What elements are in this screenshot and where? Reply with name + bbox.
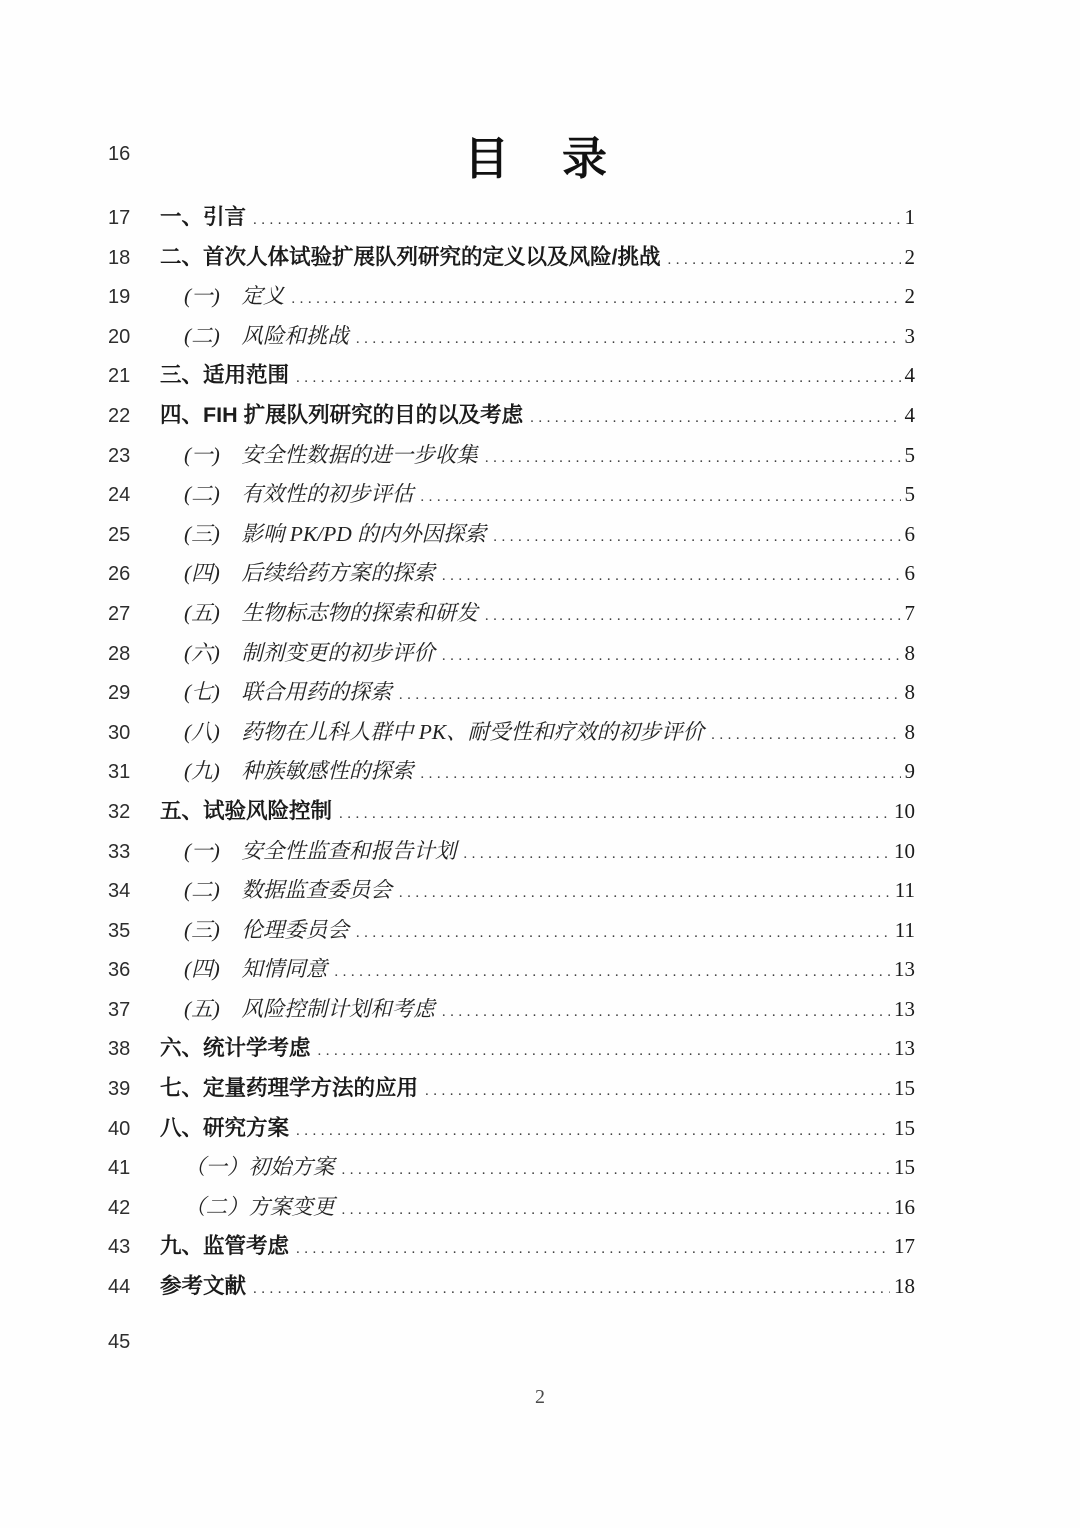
- toc-entry-text: 参考文献: [160, 1274, 247, 1299]
- toc-entry-text: (三) 伦理委员会: [184, 917, 349, 942]
- toc-entry-text: (一) 安全性数据的进一步收集: [184, 442, 478, 467]
- toc-page-number: 15: [894, 1076, 915, 1101]
- dot-leader: [334, 963, 890, 981]
- toc-entry-text: 三、适用范围: [160, 363, 290, 388]
- line-number: 25: [108, 523, 131, 546]
- toc-row: [108, 240, 915, 280]
- toc-row: [108, 1031, 915, 1071]
- line-number: 16: [108, 142, 131, 165]
- toc-page-number: 17: [894, 1234, 915, 1259]
- line-number: 38: [108, 1038, 131, 1061]
- line-number: 19: [108, 286, 131, 309]
- toc-page-number: 4: [904, 363, 915, 388]
- toc-entry-text: 六、统计学考虑: [160, 1036, 311, 1061]
- toc-row: [108, 913, 915, 953]
- dot-leader: [463, 845, 890, 863]
- toc-row: [108, 754, 915, 794]
- toc-row: [108, 477, 915, 517]
- toc-entry-text: (二) 数据监查委员会: [184, 878, 392, 903]
- line-number: 20: [108, 325, 131, 348]
- line-number: 28: [108, 642, 131, 665]
- toc-entry-text: （二）方案变更: [184, 1194, 335, 1219]
- dot-leader: [296, 1122, 890, 1140]
- toc-entry-text: 七、定量药理学方法的应用: [160, 1076, 419, 1101]
- toc-page-number: 5: [904, 482, 915, 507]
- toc-entry-text: (四) 知情同意: [184, 957, 328, 982]
- toc-page-number: 8: [904, 680, 915, 705]
- line-number: 33: [108, 840, 131, 863]
- toc-page-number: 13: [894, 957, 915, 982]
- toc-row: [108, 992, 915, 1032]
- toc-row: [108, 200, 915, 240]
- dot-leader: [296, 1240, 890, 1258]
- toc-page-number: 6: [904, 521, 915, 546]
- dot-leader: [420, 488, 900, 506]
- toc-row: [108, 794, 915, 834]
- toc-entry-text: (四) 后续给药方案的探索: [184, 561, 435, 586]
- dot-leader: [442, 647, 901, 665]
- toc-page-number: 10: [894, 838, 915, 863]
- dot-leader: [493, 528, 900, 546]
- toc-page-number: 3: [904, 323, 915, 348]
- line-number: 37: [108, 998, 131, 1021]
- toc-entry-text: (一) 安全性监查和报告计划: [184, 838, 457, 863]
- toc-page-number: 2: [904, 244, 915, 269]
- toc-page-number: 2: [904, 284, 915, 309]
- toc-page-number: 16: [894, 1194, 915, 1219]
- toc-row: [108, 675, 915, 715]
- toc-page-number: 11: [894, 878, 915, 903]
- toc-page-number: 7: [904, 600, 915, 625]
- toc-page-number: 10: [894, 798, 915, 823]
- toc-row: [108, 556, 915, 596]
- line-number: 31: [108, 761, 131, 784]
- toc-row: [108, 1190, 915, 1230]
- line-number: 42: [108, 1196, 131, 1219]
- line-number: 41: [108, 1157, 131, 1180]
- toc-entry-text: 四、FIH 扩展队列研究的目的以及考虑: [160, 402, 524, 427]
- toc-row: [108, 596, 915, 636]
- line-number: 21: [108, 365, 131, 388]
- toc-entry-text: (八) 药物在儿科人群中 PK、耐受性和疗效的初步评价: [184, 719, 705, 744]
- page-title: 目 录: [463, 133, 611, 184]
- toc-row: [108, 1331, 915, 1371]
- toc-row: [108, 279, 915, 319]
- toc-page-number: 5: [904, 442, 915, 467]
- toc-entry-text: (五) 风险控制计划和考虑: [184, 996, 435, 1021]
- toc-title-row: [108, 118, 915, 190]
- toc-page-number: 15: [894, 1155, 915, 1180]
- toc-page-number: 8: [904, 640, 915, 665]
- dot-leader: [356, 924, 891, 942]
- toc-page-number: 15: [894, 1115, 915, 1140]
- toc-row: [108, 1229, 915, 1269]
- dot-leader: [485, 607, 901, 625]
- line-number: 27: [108, 602, 131, 625]
- line-number: 32: [108, 800, 131, 823]
- toc-page-number: 13: [894, 996, 915, 1021]
- toc-entry-text: 五、试验风险控制: [160, 798, 333, 823]
- line-number: 24: [108, 484, 131, 507]
- dot-leader: [442, 567, 901, 585]
- toc-entry-text: (二) 有效性的初步评估: [184, 482, 414, 507]
- toc-row: [108, 1150, 915, 1190]
- toc-page-number: 8: [904, 719, 915, 744]
- toc-entry-text: 一、引言: [160, 205, 247, 229]
- line-number: 34: [108, 880, 131, 903]
- toc-row: [108, 1269, 915, 1309]
- dot-leader: [711, 726, 900, 744]
- toc-entry-text: (六) 制剂变更的初步评价: [184, 640, 435, 665]
- line-number: 22: [108, 404, 131, 427]
- toc-entry-text: （一）初始方案: [184, 1155, 335, 1180]
- toc-row: [108, 1111, 915, 1151]
- toc-row: [108, 952, 915, 992]
- toc-entry-text: (九) 种族敏感性的探索: [184, 759, 414, 784]
- toc-row: [108, 873, 915, 913]
- toc-row: [108, 636, 915, 676]
- line-number: 23: [108, 444, 131, 467]
- line-number: 29: [108, 682, 131, 705]
- line-number: 43: [108, 1236, 131, 1259]
- dot-leader: [530, 409, 900, 427]
- toc-entry-text: (七) 联合用药的探索: [184, 680, 392, 705]
- toc-entry-text: (五) 生物标志物的探索和研发: [184, 600, 478, 625]
- dot-leader: [425, 1082, 890, 1100]
- dot-leader: [399, 884, 891, 902]
- line-number: 18: [108, 246, 131, 269]
- dot-leader: [253, 211, 900, 229]
- toc-entry-text: 八、研究方案: [160, 1115, 290, 1140]
- line-number: 45: [108, 1330, 131, 1353]
- dot-leader: [420, 765, 900, 783]
- dot-leader: [356, 330, 901, 348]
- line-number: 17: [108, 207, 131, 229]
- toc-row: [108, 358, 915, 398]
- footer-page-number: 2: [535, 1386, 545, 1408]
- dot-leader: [339, 805, 890, 823]
- toc-page-number: 6: [904, 561, 915, 586]
- toc-row: [108, 715, 915, 755]
- toc-page-number: 9: [904, 759, 915, 784]
- toc-page-number: 4: [904, 402, 915, 427]
- toc-entry-text: 二、首次人体试验扩展队列研究的定义以及风险/挑战: [160, 244, 661, 269]
- line-number: 36: [108, 959, 131, 982]
- toc-page-number: 18: [894, 1274, 915, 1299]
- line-number: 44: [108, 1276, 131, 1299]
- dot-leader: [318, 1042, 890, 1060]
- dot-leader: [291, 290, 900, 308]
- toc-row: [108, 319, 915, 359]
- toc-page-number: 1: [904, 205, 915, 229]
- dot-leader: [485, 449, 901, 467]
- line-number: 35: [108, 919, 131, 942]
- dot-leader: [296, 369, 900, 387]
- toc-row: [108, 517, 915, 557]
- toc-entry-text: (三) 影响 PK/PD 的内外因探索: [184, 521, 487, 546]
- toc-row: [108, 834, 915, 874]
- toc-row: [108, 398, 915, 438]
- line-number: 40: [108, 1117, 131, 1140]
- toc-entry-text: 九、监管考虑: [160, 1234, 290, 1259]
- toc-row: [108, 438, 915, 478]
- toc-page-number: 13: [894, 1036, 915, 1061]
- line-number: 30: [108, 721, 131, 744]
- dot-leader: [399, 686, 901, 704]
- toc-list: [108, 200, 915, 1370]
- toc-entry-text: (二) 风险和挑战: [184, 323, 349, 348]
- line-number: 39: [108, 1078, 131, 1101]
- dot-leader: [442, 1003, 890, 1021]
- toc-row: [108, 1071, 915, 1111]
- dot-leader: [667, 251, 900, 269]
- dot-leader: [342, 1161, 890, 1179]
- toc-page-number: 11: [894, 917, 915, 942]
- toc-entry-text: (一) 定义: [184, 284, 285, 309]
- dot-leader: [253, 1280, 890, 1298]
- line-number: 26: [108, 563, 131, 586]
- dot-leader: [342, 1201, 890, 1219]
